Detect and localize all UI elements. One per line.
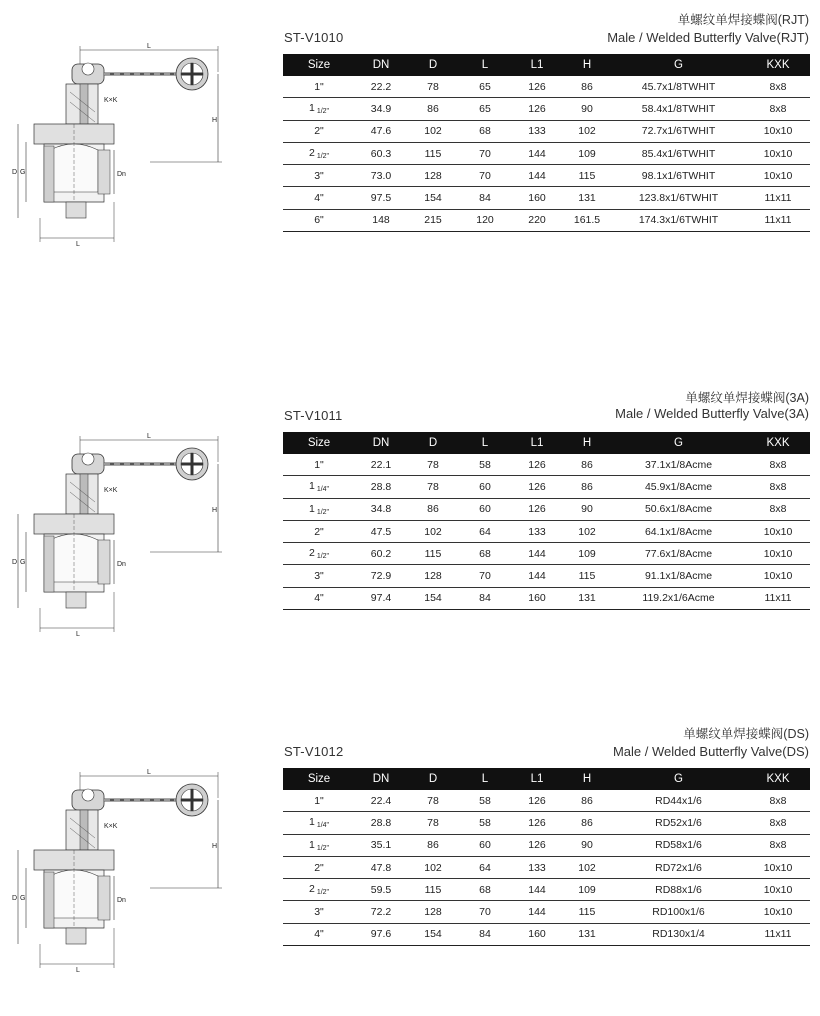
valve-drawing [0, 432, 270, 662]
column-header-h: H [563, 54, 611, 76]
column-header-g: G [611, 432, 746, 454]
cell-d: 78 [407, 76, 459, 98]
cell-l: 64 [459, 856, 511, 878]
cell-l: 70 [459, 165, 511, 187]
spec-table-body [283, 790, 810, 946]
column-header-size: Size [283, 54, 355, 76]
cell-d: 78 [407, 812, 459, 834]
cell-g: 58.4x1/8TWHIT [611, 98, 746, 120]
cell-kxk: 10x10 [746, 120, 810, 142]
cell-dn: 97.6 [355, 923, 407, 945]
dimension-KxK-label: K×K [104, 823, 118, 830]
cell-size: 1 1/2" [283, 834, 355, 856]
cell-dn: 22.4 [355, 790, 407, 812]
column-header-d: D [407, 432, 459, 454]
cell-g: 72.7x1/6TWHIT [611, 120, 746, 142]
cell-l: 58 [459, 812, 511, 834]
cell-l: 68 [459, 543, 511, 565]
size-fraction: 1/2" [316, 553, 330, 561]
table-row [283, 543, 810, 565]
column-header-l: L [459, 768, 511, 790]
dimension-D-label: D [12, 169, 18, 176]
table-row [283, 142, 810, 164]
cell-size: 1" [283, 76, 355, 98]
column-header-l1: L1 [511, 768, 563, 790]
dimension-G-label: G [20, 559, 26, 566]
size-fraction: 1/2" [316, 108, 330, 116]
cell-d: 128 [407, 565, 459, 587]
dimension-H-label: H [212, 507, 218, 514]
cell-size: 4" [283, 187, 355, 209]
column-header-l: L [459, 54, 511, 76]
cell-l1: 160 [511, 923, 563, 945]
cell-kxk: 8x8 [746, 812, 810, 834]
cell-l1: 126 [511, 790, 563, 812]
cell-g: 123.8x1/6TWHIT [611, 187, 746, 209]
cell-l: 58 [459, 454, 511, 476]
spec-header-row [283, 768, 810, 790]
cell-size: 4" [283, 587, 355, 609]
cell-kxk: 10x10 [746, 543, 810, 565]
cell-l: 70 [459, 565, 511, 587]
dimension-G-label: G [20, 895, 26, 902]
cell-kxk: 11x11 [746, 187, 810, 209]
valve-drawing [0, 42, 270, 272]
cell-kxk: 11x11 [746, 587, 810, 609]
cell-dn: 59.5 [355, 879, 407, 901]
cell-l1: 126 [511, 498, 563, 520]
cell-dn: 34.9 [355, 98, 407, 120]
column-header-l1: L1 [511, 432, 563, 454]
cell-l: 70 [459, 142, 511, 164]
cell-g: 50.6x1/8Acme [611, 498, 746, 520]
cell-h: 102 [563, 120, 611, 142]
cell-d: 78 [407, 790, 459, 812]
column-header-size: Size [283, 768, 355, 790]
spec-header-row [283, 432, 810, 454]
cell-l: 84 [459, 923, 511, 945]
column-header-l1: L1 [511, 54, 563, 76]
dimension-Dn-label: Dn [117, 561, 126, 568]
table-row [283, 498, 810, 520]
cell-g: 91.1x1/8Acme [611, 565, 746, 587]
cell-l1: 144 [511, 565, 563, 587]
spec-table-body [283, 76, 810, 232]
cell-l1: 144 [511, 879, 563, 901]
cell-kxk: 8x8 [746, 498, 810, 520]
table-row [283, 454, 810, 476]
cell-dn: 72.2 [355, 901, 407, 923]
table-row [283, 187, 810, 209]
size-fraction: 1/2" [316, 889, 330, 897]
dimension-G-label: G [20, 169, 26, 176]
cell-kxk: 10x10 [746, 856, 810, 878]
dimension-KxK-label: K×K [104, 487, 118, 494]
cell-l1: 160 [511, 187, 563, 209]
table-row [283, 923, 810, 945]
cell-l: 84 [459, 187, 511, 209]
cell-h: 115 [563, 901, 611, 923]
cell-l: 64 [459, 520, 511, 542]
cell-l1: 133 [511, 856, 563, 878]
cell-dn: 34.8 [355, 498, 407, 520]
cell-l: 68 [459, 120, 511, 142]
cell-d: 154 [407, 187, 459, 209]
column-header-kxk: KXK [746, 432, 810, 454]
spec-table-body [283, 454, 810, 610]
cell-h: 102 [563, 520, 611, 542]
product-title-en: Male / Welded Butterfly Valve(DS) [612, 744, 809, 759]
cell-d: 102 [407, 520, 459, 542]
column-header-dn: DN [355, 768, 407, 790]
size-fraction: 1/4" [316, 486, 330, 494]
table-row [283, 520, 810, 542]
cell-dn: 22.2 [355, 76, 407, 98]
cell-kxk: 10x10 [746, 901, 810, 923]
table-row [283, 790, 810, 812]
cell-l1: 126 [511, 834, 563, 856]
cell-size: 3" [283, 901, 355, 923]
cell-l: 58 [459, 790, 511, 812]
cell-kxk: 10x10 [746, 565, 810, 587]
column-header-g: G [611, 54, 746, 76]
cell-h: 90 [563, 498, 611, 520]
cell-d: 78 [407, 454, 459, 476]
dimension-Dn-label: Dn [117, 171, 126, 178]
cell-kxk: 8x8 [746, 76, 810, 98]
table-row [283, 587, 810, 609]
cell-l1: 144 [511, 165, 563, 187]
cell-l1: 126 [511, 476, 563, 498]
cell-g: 119.2x1/6Acme [611, 587, 746, 609]
cell-size: 1 1/4" [283, 812, 355, 834]
column-header-l: L [459, 432, 511, 454]
column-header-d: D [407, 54, 459, 76]
cell-l: 60 [459, 834, 511, 856]
product-title-en: Male / Welded Butterfly Valve(RJT) [607, 30, 809, 45]
cell-h: 102 [563, 856, 611, 878]
cell-kxk: 8x8 [746, 790, 810, 812]
cell-h: 86 [563, 76, 611, 98]
cell-h: 109 [563, 543, 611, 565]
cell-g: 37.1x1/8Acme [611, 454, 746, 476]
cell-size: 3" [283, 165, 355, 187]
cell-g: 98.1x1/6TWHIT [611, 165, 746, 187]
spec-table [283, 768, 810, 946]
cell-l1: 126 [511, 76, 563, 98]
cell-dn: 47.8 [355, 856, 407, 878]
cell-dn: 97.4 [355, 587, 407, 609]
cell-d: 115 [407, 142, 459, 164]
dimension-L-label: L [76, 241, 80, 248]
dimension-L1-label: L [147, 43, 151, 50]
spec-table [283, 54, 810, 232]
cell-size: 2" [283, 520, 355, 542]
table-row [283, 856, 810, 878]
cell-kxk: 11x11 [746, 209, 810, 231]
cell-l: 84 [459, 587, 511, 609]
valve-drawing [0, 768, 270, 998]
cell-size: 2" [283, 120, 355, 142]
cell-g: RD44x1/6 [611, 790, 746, 812]
cell-l: 68 [459, 879, 511, 901]
cell-l1: 144 [511, 901, 563, 923]
cell-l1: 144 [511, 543, 563, 565]
cell-dn: 22.1 [355, 454, 407, 476]
table-row [283, 76, 810, 98]
cell-h: 90 [563, 98, 611, 120]
cell-dn: 35.1 [355, 834, 407, 856]
cell-kxk: 8x8 [746, 834, 810, 856]
table-row [283, 209, 810, 231]
cell-kxk: 8x8 [746, 98, 810, 120]
cell-d: 115 [407, 879, 459, 901]
cell-dn: 148 [355, 209, 407, 231]
cell-size: 6" [283, 209, 355, 231]
product-title-cn: 单螺纹单焊接蝶阀(3A) [685, 391, 809, 405]
cell-dn: 47.5 [355, 520, 407, 542]
cell-l1: 133 [511, 120, 563, 142]
cell-l1: 126 [511, 98, 563, 120]
cell-g: RD52x1/6 [611, 812, 746, 834]
cell-l: 70 [459, 901, 511, 923]
cell-g: 45.9x1/8Acme [611, 476, 746, 498]
cell-d: 86 [407, 834, 459, 856]
cell-dn: 28.8 [355, 812, 407, 834]
cell-size: 4" [283, 923, 355, 945]
cell-g: 77.6x1/8Acme [611, 543, 746, 565]
dimension-L1-label: L [147, 433, 151, 440]
cell-g: RD100x1/6 [611, 901, 746, 923]
cell-h: 86 [563, 790, 611, 812]
cell-size: 3" [283, 565, 355, 587]
cell-h: 86 [563, 454, 611, 476]
cell-d: 154 [407, 587, 459, 609]
product-code: ST-V1010 [284, 30, 344, 45]
dimension-D-label: D [12, 559, 18, 566]
cell-dn: 73.0 [355, 165, 407, 187]
table-row [283, 120, 810, 142]
cell-l1: 126 [511, 454, 563, 476]
cell-size: 2 1/2" [283, 142, 355, 164]
cell-h: 115 [563, 565, 611, 587]
column-header-size: Size [283, 432, 355, 454]
cell-size: 2 1/2" [283, 879, 355, 901]
cell-g: RD88x1/6 [611, 879, 746, 901]
product-title-cn: 单螺纹单焊接蝶阀(RJT) [677, 13, 809, 27]
table-row [283, 476, 810, 498]
table-row [283, 565, 810, 587]
cell-h: 161.5 [563, 209, 611, 231]
cell-size: 1 1/2" [283, 98, 355, 120]
cell-g: 45.7x1/8TWHIT [611, 76, 746, 98]
cell-size: 2" [283, 856, 355, 878]
column-header-dn: DN [355, 432, 407, 454]
product-code: ST-V1011 [284, 408, 343, 423]
cell-kxk: 8x8 [746, 476, 810, 498]
cell-size: 1" [283, 454, 355, 476]
spec-table [283, 432, 810, 610]
cell-kxk: 11x11 [746, 923, 810, 945]
cell-h: 86 [563, 476, 611, 498]
cell-g: 85.4x1/6TWHIT [611, 142, 746, 164]
dimension-KxK-label: K×K [104, 97, 118, 104]
table-row [283, 98, 810, 120]
cell-h: 109 [563, 879, 611, 901]
column-header-dn: DN [355, 54, 407, 76]
cell-l1: 144 [511, 142, 563, 164]
spec-header-row [283, 54, 810, 76]
column-header-g: G [611, 768, 746, 790]
cell-dn: 28.8 [355, 476, 407, 498]
cell-d: 128 [407, 901, 459, 923]
cell-size: 1" [283, 790, 355, 812]
cell-d: 102 [407, 856, 459, 878]
size-fraction: 1/2" [316, 844, 330, 852]
cell-h: 90 [563, 834, 611, 856]
dimension-Dn-label: Dn [117, 897, 126, 904]
product-code: ST-V1012 [284, 744, 344, 759]
cell-g: RD58x1/6 [611, 834, 746, 856]
table-row [283, 901, 810, 923]
cell-g: RD130x1/4 [611, 923, 746, 945]
cell-h: 86 [563, 812, 611, 834]
cell-size: 1 1/2" [283, 498, 355, 520]
table-row [283, 165, 810, 187]
cell-d: 86 [407, 98, 459, 120]
cell-g: 64.1x1/8Acme [611, 520, 746, 542]
cell-h: 115 [563, 165, 611, 187]
cell-dn: 60.2 [355, 543, 407, 565]
dimension-L-label: L [76, 967, 80, 974]
cell-dn: 60.3 [355, 142, 407, 164]
cell-kxk: 10x10 [746, 520, 810, 542]
cell-l: 60 [459, 498, 511, 520]
column-header-d: D [407, 768, 459, 790]
cell-h: 109 [563, 142, 611, 164]
cell-l: 65 [459, 98, 511, 120]
dimension-D-label: D [12, 895, 18, 902]
cell-size: 2 1/2" [283, 543, 355, 565]
cell-size: 1 1/4" [283, 476, 355, 498]
cell-d: 86 [407, 498, 459, 520]
dimension-H-label: H [212, 843, 218, 850]
table-row [283, 879, 810, 901]
column-header-kxk: KXK [746, 54, 810, 76]
dimension-H-label: H [212, 117, 218, 124]
cell-l: 65 [459, 76, 511, 98]
cell-dn: 47.6 [355, 120, 407, 142]
cell-l1: 220 [511, 209, 563, 231]
cell-kxk: 10x10 [746, 142, 810, 164]
cell-d: 115 [407, 543, 459, 565]
cell-kxk: 10x10 [746, 879, 810, 901]
cell-d: 154 [407, 923, 459, 945]
cell-l1: 160 [511, 587, 563, 609]
column-header-kxk: KXK [746, 768, 810, 790]
dimension-L-label: L [76, 631, 80, 638]
dimension-L1-label: L [147, 769, 151, 776]
size-fraction: 1/2" [316, 153, 330, 161]
size-fraction: 1/2" [316, 508, 330, 516]
table-row [283, 812, 810, 834]
cell-l1: 126 [511, 812, 563, 834]
cell-kxk: 8x8 [746, 454, 810, 476]
cell-dn: 72.9 [355, 565, 407, 587]
cell-h: 131 [563, 923, 611, 945]
cell-g: 174.3x1/6TWHIT [611, 209, 746, 231]
cell-l: 60 [459, 476, 511, 498]
table-row [283, 834, 810, 856]
cell-l: 120 [459, 209, 511, 231]
column-header-h: H [563, 432, 611, 454]
cell-dn: 97.5 [355, 187, 407, 209]
cell-h: 131 [563, 587, 611, 609]
product-title-cn: 单螺纹单焊接蝶阀(DS) [683, 727, 809, 741]
cell-h: 131 [563, 187, 611, 209]
size-fraction: 1/4" [316, 822, 330, 830]
cell-d: 78 [407, 476, 459, 498]
cell-d: 215 [407, 209, 459, 231]
product-title-en: Male / Welded Butterfly Valve(3A) [615, 406, 809, 421]
cell-d: 102 [407, 120, 459, 142]
cell-g: RD72x1/6 [611, 856, 746, 878]
cell-l1: 133 [511, 520, 563, 542]
column-header-h: H [563, 768, 611, 790]
cell-d: 128 [407, 165, 459, 187]
cell-kxk: 10x10 [746, 165, 810, 187]
